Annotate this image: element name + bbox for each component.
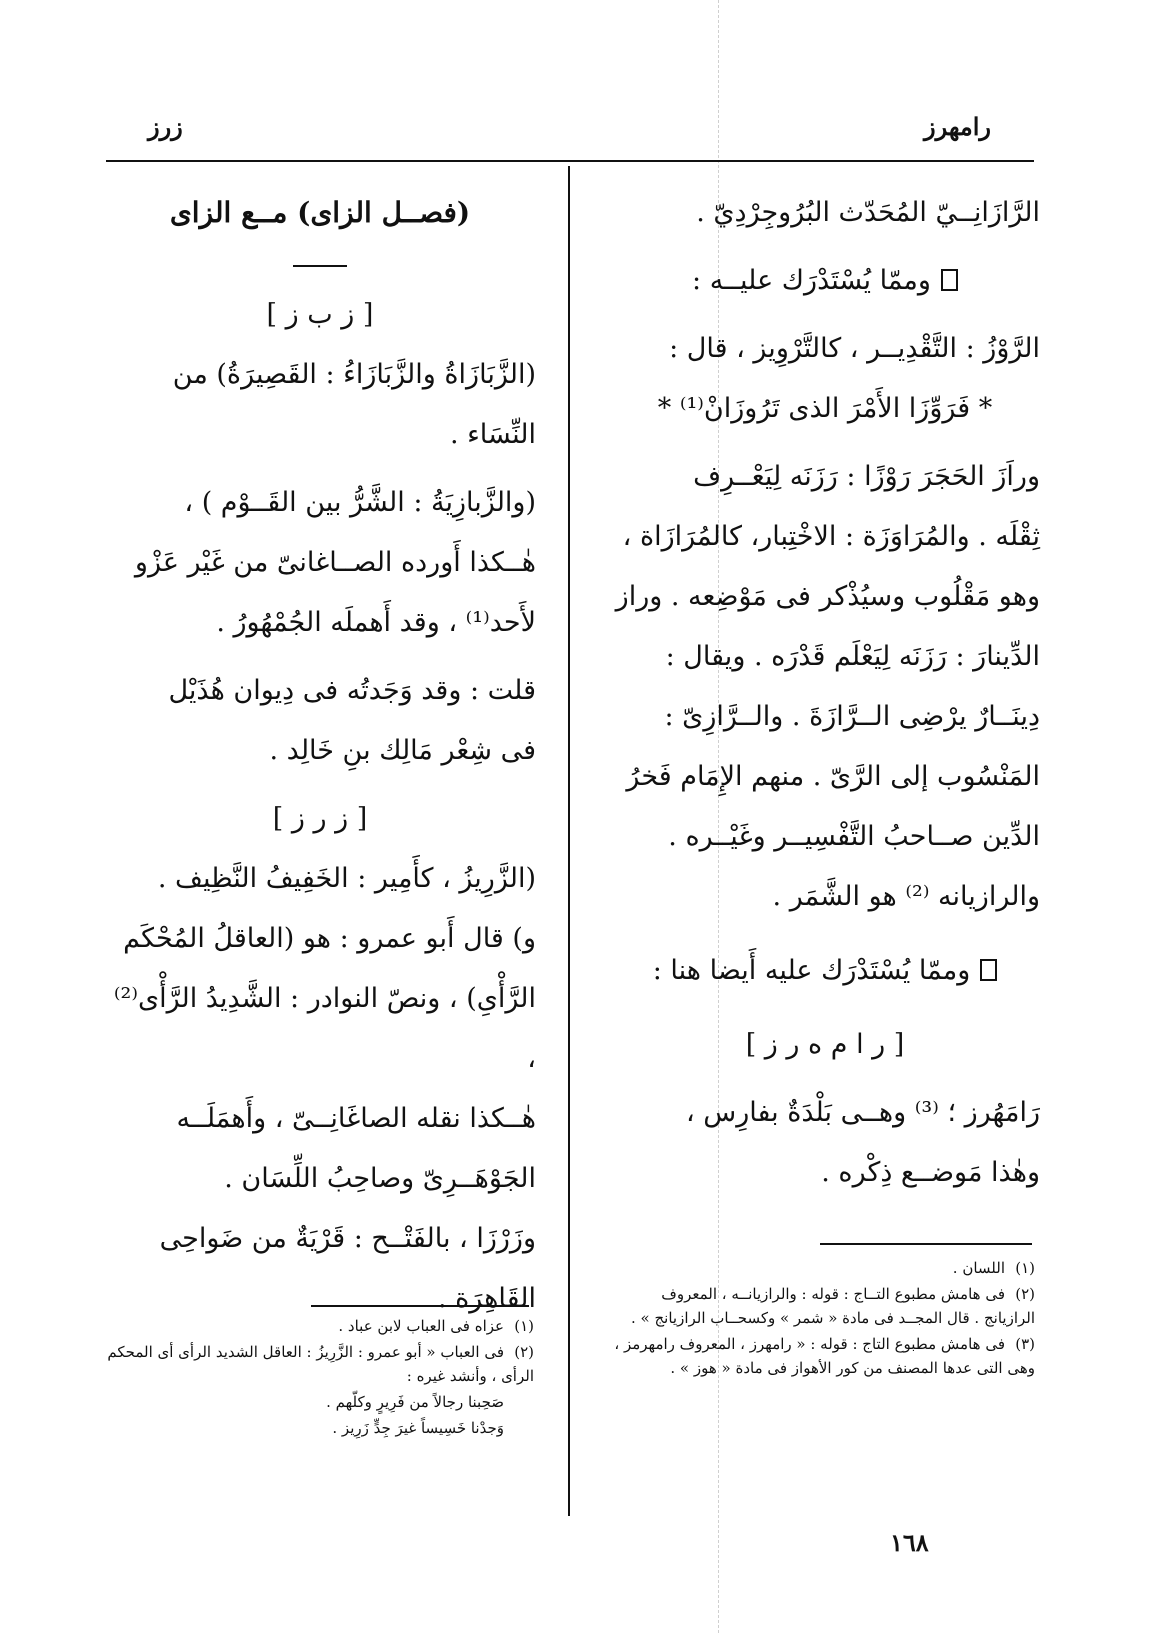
right-column xyxy=(610,183,1040,1203)
addendum-line xyxy=(610,941,1040,1001)
footnote-verse xyxy=(104,1416,534,1440)
text-line: لأَحد⁽¹⁾ ، وقد أَهملَه الجُمْهُورُ . xyxy=(216,607,536,638)
entry-heading-zrz: [ ز ر ز ] xyxy=(272,803,368,834)
footnote xyxy=(104,1314,534,1338)
text-line: وزَرْزَا ، بالفَتْــح : قَرْيَةٌ من ضَواحِى xyxy=(159,1223,536,1254)
entry-heading-rmhrz: [ ر ا م ه ر ز ] xyxy=(745,1029,905,1060)
text-line: فى شِعْر مَالِك بنِ خَالِد . xyxy=(269,735,536,766)
text-line: (والزَّبازِيَةُ : الشَّرُّ بين القَــوْم ) ، xyxy=(184,487,536,518)
text-line: النِّسَاء . xyxy=(449,419,536,450)
text-line: رَامَهُرز ؛ ⁽³⁾ وهــى بَلْدَةٌ بفارِس ، xyxy=(685,1097,1040,1128)
column-divider xyxy=(568,166,570,1516)
text-line: الرَّأْىِ) ، ونصّ النوادر : الشَّدِيدُ الرَّأْى⁽²⁾ ، xyxy=(113,983,536,1074)
footnote-number: (٢) xyxy=(514,1343,534,1361)
text-line: الجَوْهَــرِىّ وصاحِبُ اللِّسَان . xyxy=(224,1163,536,1194)
footnotes-right xyxy=(610,1256,1035,1382)
addendum-box-icon xyxy=(980,959,997,981)
text-line: الرَّوْزُ : التَّقْدِيــر ، كالتَّرْوِيز ، قال : xyxy=(669,333,1040,364)
text-line: وراَزَ الحَجَرَ رَوْزًا : رَزَنَه لِيَعْــرِف xyxy=(693,461,1040,492)
text-line: وهٰذا مَوضــع ذِكْره . xyxy=(821,1157,1040,1188)
footnote-text: فى هامش مطبوع التاج : قوله : « رامهرز ، المعروف رامهرمز ، وهى التى عدها المصنف من كور الأهواز فى مادة « هوز » . xyxy=(614,1335,1035,1377)
footnote-number: (٢) xyxy=(1015,1285,1035,1303)
footnote-text: فى العباب « أبو عمرو : الزَّرِيزُ : العاقل الشديد الرأى أى المحكم الرأى ، وأنشد غيره : xyxy=(107,1343,534,1385)
header-rule xyxy=(106,160,1034,162)
text-line: ثِقْلَه . والمُرَاوَزَة : الاخْتِبار، كالمُرَازَاة ، xyxy=(622,521,1040,552)
addendum-text: وممّا يُسْتَدْرَك عليــه : xyxy=(692,265,931,296)
text-line: قلت : وقد وَجَدتُه فى دِيوان هُذَيْل xyxy=(168,675,536,706)
footnote-rule-left xyxy=(311,1305,529,1307)
verse-line: * فَرَوِّزَا الأَمْرَ الذى تَرُوزَانْ⁽¹⁾ * xyxy=(657,393,993,424)
page-number: ١٦٨ xyxy=(890,1528,929,1557)
text-line: هٰــكذا نقله الصاغَانِــىّ ، وأَهمَلَــه xyxy=(176,1103,536,1134)
text-line: القَاهِرَة . xyxy=(437,1283,536,1314)
text-line: وهو مَقْلُوب وسيُذْكر فى مَوْضِعه . وراز xyxy=(615,581,1040,612)
text-line: والرازيانه ⁽²⁾ هو الشَّمَر . xyxy=(772,881,1040,912)
footnote-number: (١) xyxy=(514,1317,534,1335)
addendum-line xyxy=(610,251,1040,311)
footnote-text: وَجدْنا خَسِيساً غيرَ جِدٍّ زَرِيز . xyxy=(332,1419,504,1437)
footnote-rule-right xyxy=(820,1243,1032,1245)
footnote-text: صَحِبنا رجالاً من فَرِيرٍ وكلّهم . xyxy=(326,1393,504,1411)
entry-heading-zbz: [ ز ب ز ] xyxy=(266,299,374,330)
text-line: (الزَّرِيزُ ، كأَمِير : الخَفِيفُ النَّظِيف . xyxy=(157,863,536,894)
text-line: الدِّينارَ : رَزَنَه لِيَعْلَم قَدْرَه . ويقال : xyxy=(665,641,1040,672)
footnote-verse xyxy=(104,1390,534,1414)
text-line: و) قال أَبو عمرو : هو (العاقلُ المُحْكَم xyxy=(123,923,536,954)
footnote-number: (١) xyxy=(1015,1259,1035,1277)
running-header-right: رامهرز xyxy=(923,112,991,141)
footnote-number: (٣) xyxy=(1015,1335,1035,1353)
footnote-text: فى هامش مطبوع التــاج : قوله : والرازيانــه ، المعروف الرازيانج . قال المجــد فى مادة « شمر » وكسحــاب الرازيانج » . xyxy=(631,1285,1035,1327)
footnote-text: عزاه فى العباب لابن عباد . xyxy=(338,1317,504,1335)
section-title: (فصــل الزاى) مــع الزاى xyxy=(169,196,471,229)
footnote xyxy=(104,1340,534,1388)
text-line: (الزَّبَازَاةُ والزَّبَازَاءُ : القَصِيرَةُ) من xyxy=(172,359,536,390)
text-line: المَنْسُوب إلى الرَّىّ . منهم الإِمَام فَخرُ xyxy=(626,761,1040,792)
title-short-rule xyxy=(293,265,347,267)
addendum-box-icon xyxy=(941,269,958,291)
left-column xyxy=(104,183,536,1329)
footnote xyxy=(610,1282,1035,1330)
text-line: الدِّين صــاحبُ التَّفْسِيــر وغَيْــره . xyxy=(668,821,1040,852)
footnote xyxy=(610,1332,1035,1380)
addendum-text: وممّا يُسْتَدْرَك عليه أَيضا هنا : xyxy=(652,955,971,986)
footnote xyxy=(610,1256,1035,1280)
footnotes-left xyxy=(104,1314,534,1442)
text-line: الرَّازَانِــيّ المُحَدّث البُرُوجِرْدِيّ . xyxy=(696,197,1040,228)
running-header-left: زرز xyxy=(148,112,183,141)
text-line: دِينَــارٌ يرْضِى الــرَّازَةَ . والــرَّازِىّ : xyxy=(664,701,1040,732)
text-line: هٰــكذا أَورده الصــاغانىّ من غَيْر عَزْو xyxy=(134,547,536,578)
footnote-text: اللسان . xyxy=(952,1259,1005,1277)
